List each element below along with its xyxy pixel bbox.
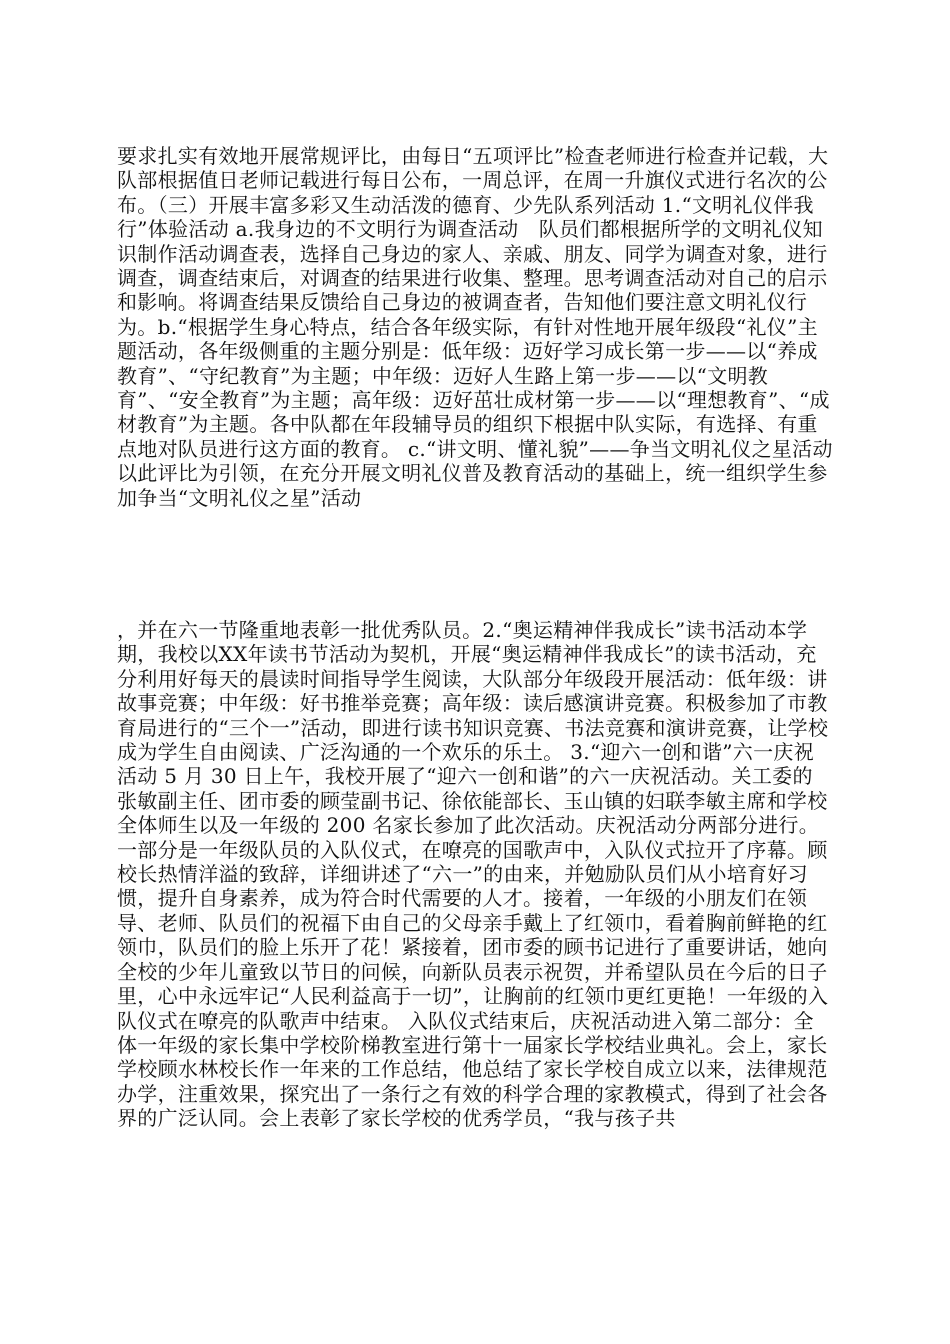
body-paragraph-1: 要求扎实有效地开展常规评比，由每日“五项评比”检查老师进行检查并记载，大队部根据值日老师记载进行每日公布，一周总评，在周一升旗仪式进行名次的公布。（三）开展丰富多彩又生动活泼的德育、少先队系列活动 1.“文明礼仪伴我行”体验活动 a.我身边的不文明行为调查活动 队员们都根据所学的文明礼仪知识制作活动调查表，选择自己身边的家人、亲戚、朋友、同学为调查对象，进行调查，调查结束后，对调查的结果进行收集、整理。思考调查活动对自己的启示和影响。将调查结果反馈给自己身边的被调查者，告知他们要注意文明礼仪行为。b.“根据学生身心特点，结合各年级实际，有针对性地开展年级段“礼仪”主题活动，各年级侧重的主题分别是：低年级：迈好学习成长第一步——以“养成教育”、“守纪教育”为主题；中年级：迈好人生路上第一步——以“文明教育”、“安全教育”为主题；高年级：迈好茁壮成材第一步——以“理想教育”、“成材教育”为主题。各中队都在年段辅导员的组织下根据中队实际，有选择、有重点地对队员进行这方面的教育。 c.“讲文明、懂礼貌”——争当文明礼仪之星活动 以此评比为引领，在充分开展文明礼仪普及教育活动的基础上，统一组织学生参加争当“文明礼仪之星”活动 (117, 144, 840, 510)
body-paragraph-2: ，并在六一节隆重地表彰一批优秀队员。2.“奥运精神伴我成长”读书活动本学期，我校以XX年读书节活动为契机，开展“奥运精神伴我成长”的读书活动，充分利用好每天的晨读时间指导学生阅读，大队部分年级段开展活动：低年级：讲故事竞赛；中年级：好书推举竞赛；高年级：读后感演讲竞赛。积极参加了市教育局进行的“三个一”活动，即进行读书知识竞赛、书法竞赛和演讲竞赛，让学校成为学生自由阅读、广泛沟通的一个欢乐的乐土。 3.“迎六一创和谐”六一庆祝活动 5 月 30 日上午，我校开展了“迎六一创和谐”的六一庆祝活动。关工委的张敏副主任、团市委的顾莹副书记、徐依能部长、玉山镇的妇联李敏主席和学校全体师生以及一年级的 200 名家长参加了此次活动。庆祝活动分两部分进行。一部分是一年级队员的入队仪式，在嘹亮的国歌声中，入队仪式拉开了序幕。顾校长热情洋溢的致辞，详细讲述了“六一”的由来，并勉励队员们从小培育好习惯，提升自身素养，成为符合时代需要的人才。接着，一年级的小朋友们在领导、老师、队员们的祝福下由自己的父母亲手戴上了红领巾，看着胸前鲜艳的红领巾，队员们的脸上乐开了花！紧接着，团市委的顾书记进行了重要讲话，她向全校的少年儿童致以节日的问候，向新队员表示祝贺，并希望队员在今后的日子里，心中永远牢记“人民利益高于一切”，让胸前的红领巾更红更艳！一年级的入队仪式在嘹亮的队歌声中结束。 入队仪式结束后，庆祝活动进入第二部分：全体一年级的家长集中学校阶梯教室进行第十一届家长学校结业典礼。会上，家长学校顾水林校长作一年来的工作总结，他总结了家长学校自成立以来，法律规范办学，注重效果，探究出了一条行之有效的科学合理的家教模式，得到了社会各界的广泛认同。会上表彰了家长学校的优秀学员，“我与孩子共 (117, 618, 829, 1131)
